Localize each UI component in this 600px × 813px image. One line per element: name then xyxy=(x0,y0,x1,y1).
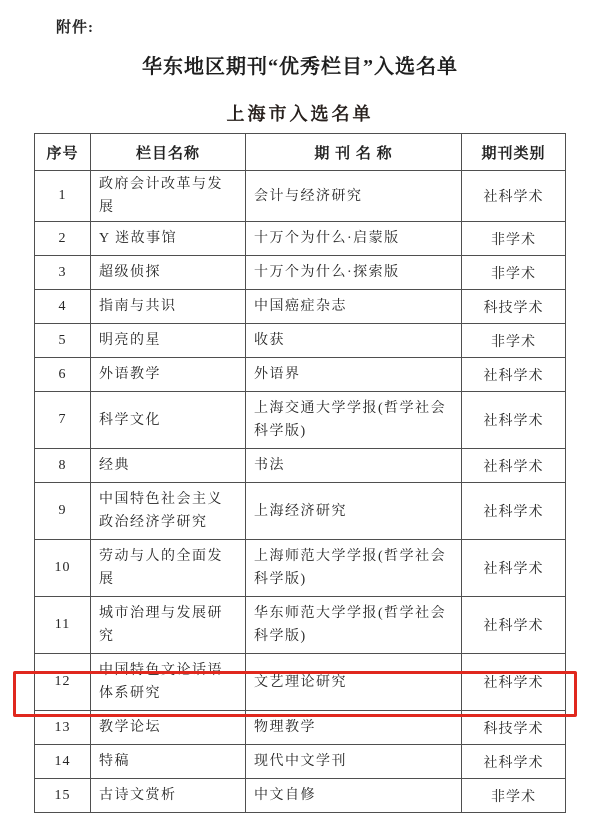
cell-journal-name: 上海交通大学学报(哲学社会科学版) xyxy=(246,392,462,449)
cell-number: 6 xyxy=(35,358,91,392)
cell-column-name: 外语教学 xyxy=(91,358,246,392)
col-header-category: 期刊类别 xyxy=(462,134,566,171)
table-row xyxy=(35,483,566,540)
cell-journal-name: 上海师范大学学报(哲学社会科学版) xyxy=(246,540,462,597)
cell-category: 社科学术 xyxy=(462,358,566,392)
cell-column-name: Y 迷故事馆 xyxy=(91,222,246,256)
cell-column-name: 经典 xyxy=(91,449,246,483)
cell-column-name: 中国特色社会主义政治经济学研究 xyxy=(91,483,246,540)
attachment-label: 附件: xyxy=(56,20,94,36)
cell-journal-name: 物理教学 xyxy=(246,711,462,745)
cell-column-name: 明亮的星 xyxy=(91,324,246,358)
cell-category: 社科学术 xyxy=(462,597,566,654)
cell-number: 12 xyxy=(35,654,91,711)
table-row-highlighted xyxy=(35,711,566,745)
table-row xyxy=(35,654,566,711)
selection-table xyxy=(34,133,566,813)
table-row xyxy=(35,779,566,813)
cell-column-name: 城市治理与发展研究 xyxy=(91,597,246,654)
cell-journal-name: 十万个为什么·启蒙版 xyxy=(246,222,462,256)
cell-number: 13 xyxy=(35,711,91,745)
cell-category: 非学术 xyxy=(462,256,566,290)
cell-category: 社科学术 xyxy=(462,654,566,711)
cell-journal-name: 中文自修 xyxy=(246,779,462,813)
cell-column-name: 特稿 xyxy=(91,745,246,779)
cell-number: 4 xyxy=(35,290,91,324)
cell-journal-name: 书法 xyxy=(246,449,462,483)
cell-category: 社科学术 xyxy=(462,171,566,222)
cell-number: 9 xyxy=(35,483,91,540)
table-row xyxy=(35,597,566,654)
cell-column-name: 教学论坛 xyxy=(91,711,246,745)
cell-column-name: 劳动与人的全面发展 xyxy=(91,540,246,597)
cell-journal-name: 现代中文学刊 xyxy=(246,745,462,779)
cell-column-name: 超级侦探 xyxy=(91,256,246,290)
cell-column-name: 中国特色文论话语体系研究 xyxy=(91,654,246,711)
cell-journal-name: 华东师范大学学报(哲学社会科学版) xyxy=(246,597,462,654)
table-row xyxy=(35,392,566,449)
cell-column-name: 指南与共识 xyxy=(91,290,246,324)
cell-column-name: 政府会计改革与发展 xyxy=(91,171,246,222)
cell-column-name: 古诗文赏析 xyxy=(91,779,246,813)
table-row xyxy=(35,256,566,290)
cell-journal-name: 会计与经济研究 xyxy=(246,171,462,222)
cell-number: 1 xyxy=(35,171,91,222)
cell-number: 5 xyxy=(35,324,91,358)
cell-category: 社科学术 xyxy=(462,392,566,449)
col-header-number: 序号 xyxy=(35,134,91,171)
cell-number: 10 xyxy=(35,540,91,597)
cell-journal-name: 中国癌症杂志 xyxy=(246,290,462,324)
col-header-column: 栏目名称 xyxy=(91,134,246,171)
table-row xyxy=(35,222,566,256)
document-title: 华东地区期刊“优秀栏目”入选名单 xyxy=(142,56,458,78)
cell-category: 社科学术 xyxy=(462,745,566,779)
cell-journal-name: 外语界 xyxy=(246,358,462,392)
cell-number: 7 xyxy=(35,392,91,449)
cell-category: 非学术 xyxy=(462,779,566,813)
cell-category: 非学术 xyxy=(462,222,566,256)
cell-journal-name: 收获 xyxy=(246,324,462,358)
cell-category: 科技学术 xyxy=(462,290,566,324)
table-row xyxy=(35,290,566,324)
table-row xyxy=(35,358,566,392)
cell-number: 14 xyxy=(35,745,91,779)
table-row xyxy=(35,449,566,483)
cell-number: 15 xyxy=(35,779,91,813)
table-row xyxy=(35,324,566,358)
cell-number: 11 xyxy=(35,597,91,654)
cell-category: 非学术 xyxy=(462,324,566,358)
cell-category: 社科学术 xyxy=(462,540,566,597)
cell-journal-name: 十万个为什么·探索版 xyxy=(246,256,462,290)
col-header-journal: 期 刊 名 称 xyxy=(246,134,462,171)
section-title: 上海市入选名单 xyxy=(226,104,374,124)
cell-category: 社科学术 xyxy=(462,483,566,540)
cell-number: 3 xyxy=(35,256,91,290)
cell-column-name: 科学文化 xyxy=(91,392,246,449)
cell-category: 社科学术 xyxy=(462,449,566,483)
cell-journal-name: 上海经济研究 xyxy=(246,483,462,540)
cell-category: 科技学术 xyxy=(462,711,566,745)
cell-number: 8 xyxy=(35,449,91,483)
table-header-row xyxy=(35,134,566,171)
table-row xyxy=(35,171,566,222)
cell-number: 2 xyxy=(35,222,91,256)
table-row xyxy=(35,745,566,779)
cell-journal-name: 文艺理论研究 xyxy=(246,654,462,711)
table-row xyxy=(35,540,566,597)
